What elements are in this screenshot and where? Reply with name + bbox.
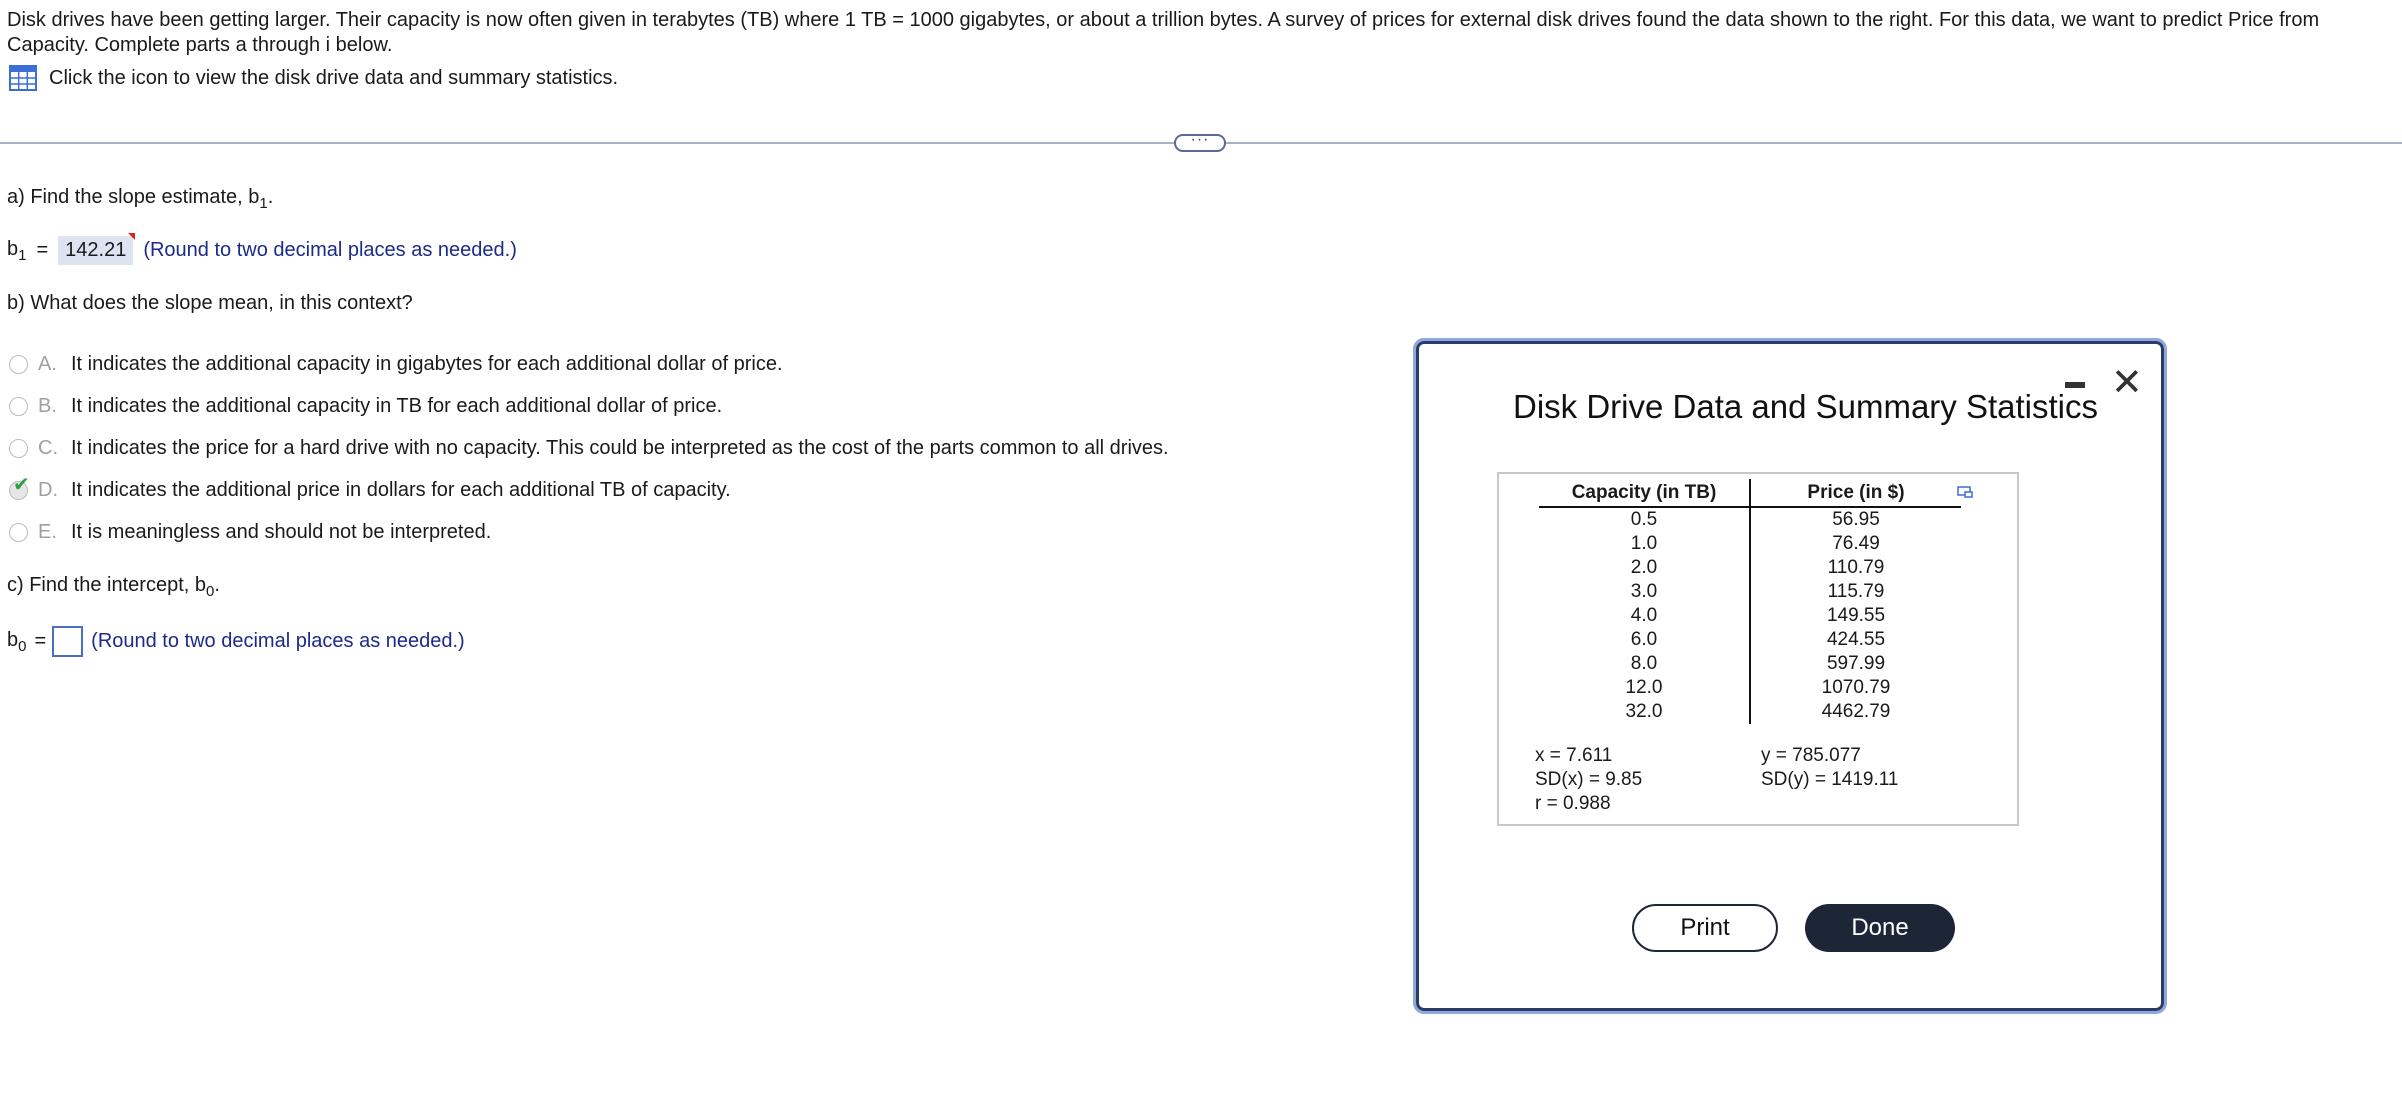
table-row: 1.0 76.49 xyxy=(1539,532,1961,556)
b0-answer-input[interactable] xyxy=(52,626,83,657)
b1-answer-field[interactable]: 142.21 xyxy=(58,236,133,265)
problem-intro-text: Disk drives have been getting larger. Their capacity is now often given in terabytes (TB) where 1 TB = 1000 gigabytes, or about a trillion bytes. A survey of prices for external disk drives found the data shown to the right. For this data, we want to predict Price from Capacity. Complete parts a through i below. xyxy=(7,9,2320,56)
table-row: 6.0 424.55 xyxy=(1539,628,1961,652)
radio-d-selected[interactable] xyxy=(9,473,30,500)
option-e[interactable]: E. It is meaningless and should not be interpreted. xyxy=(9,520,491,544)
expand-toggle-dots: ··· xyxy=(1190,131,1210,148)
close-icon[interactable]: ✕ xyxy=(2111,362,2143,404)
table-row: 2.0 110.79 xyxy=(1539,556,1961,580)
b0-label: $b_0$ xyxy=(7,628,27,655)
y-bar-stat: y = 785.077 xyxy=(1761,745,1861,766)
rounding-hint: (Round to two decimal places as needed.) xyxy=(143,239,517,261)
expand-toggle-button[interactable] xyxy=(1174,131,1226,152)
radio-c[interactable] xyxy=(9,439,28,458)
sd-x-stat: SD(x) = 9.85 xyxy=(1535,769,1643,790)
option-a-text: It indicates the additional capacity in gigabytes for each additional dollar of price. xyxy=(71,352,783,375)
option-d[interactable]: ✔ D. It indicates the additional price in dollars for each additional TB of capacity. xyxy=(9,478,731,502)
data-summary-dialog xyxy=(1416,341,2164,1011)
part-a-answer-row xyxy=(7,236,517,265)
b1-label: $b_1$ xyxy=(7,237,27,264)
y-stats xyxy=(1761,744,1898,792)
part-c-question: c) Find the intercept, $b_0$. xyxy=(7,574,220,600)
popout-icon[interactable] xyxy=(1957,486,1973,498)
option-c[interactable]: C. It indicates the price for a hard drive with no capacity. This could be interpreted as the cost of the parts common to all drives. xyxy=(9,436,1169,460)
option-b-text: It indicates the additional capacity in TB for each additional dollar of price. xyxy=(71,394,723,417)
r-stat: r = 0.988 xyxy=(1535,793,1611,814)
print-button[interactable]: Print xyxy=(1632,904,1778,952)
option-c-text: It indicates the price for a hard drive with no capacity. This could be interpreted as the cost of the parts common to all drives. xyxy=(71,436,1169,459)
option-a[interactable]: A. It indicates the additional capacity in gigabytes for each additional dollar of price. xyxy=(9,352,783,376)
disk-drive-data-table xyxy=(1539,479,1961,724)
table-row: 0.5 56.95 xyxy=(1539,507,1961,532)
radio-e[interactable] xyxy=(9,523,28,542)
part-a-question: a) Find the slope estimate, $b_1$. xyxy=(7,186,274,212)
x-bar-stat: x = 7.611 xyxy=(1535,745,1613,766)
incorrect-flag-icon xyxy=(128,233,135,240)
option-b[interactable]: B. It indicates the additional capacity in TB for each additional dollar of price. xyxy=(9,394,722,418)
equals-sign: = xyxy=(34,630,47,652)
option-d-text: It indicates the additional price in dollars for each additional TB of capacity. xyxy=(71,478,731,501)
data-panel xyxy=(1497,472,2019,826)
x-stats xyxy=(1535,744,1642,816)
done-button[interactable]: Done xyxy=(1805,904,1955,952)
minimize-icon[interactable] xyxy=(2065,382,2085,388)
table-row: 8.0 597.99 xyxy=(1539,652,1961,676)
dialog-title: Disk Drive Data and Summary Statistics xyxy=(1513,388,2098,425)
table-row: 3.0 115.79 xyxy=(1539,580,1961,604)
radio-a[interactable] xyxy=(9,355,28,374)
table-grid-icon[interactable] xyxy=(9,65,37,91)
data-icon-row[interactable] xyxy=(9,66,618,90)
table-row: 12.0 1070.79 xyxy=(1539,676,1961,700)
equals-sign: = xyxy=(36,239,49,261)
sd-y-stat: SD(y) = 1419.11 xyxy=(1761,769,1899,790)
column-header-price: Price (in $) xyxy=(1750,479,1961,507)
table-row: 4.0 149.55 xyxy=(1539,604,1961,628)
part-b-question: b) What does the slope mean, in this context? xyxy=(7,292,413,314)
column-header-capacity: Capacity (in TB) xyxy=(1539,479,1750,507)
radio-b[interactable] xyxy=(9,397,28,416)
option-e-text: It is meaningless and should not be interpreted. xyxy=(71,520,492,543)
rounding-hint: (Round to two decimal places as needed.) xyxy=(91,630,465,652)
table-row: 32.0 4462.79 xyxy=(1539,700,1961,724)
data-icon-label: Click the icon to view the disk drive data and summary statistics. xyxy=(49,66,619,89)
part-c-answer-row xyxy=(7,626,465,657)
checkmark-icon: ✔ xyxy=(13,473,30,496)
